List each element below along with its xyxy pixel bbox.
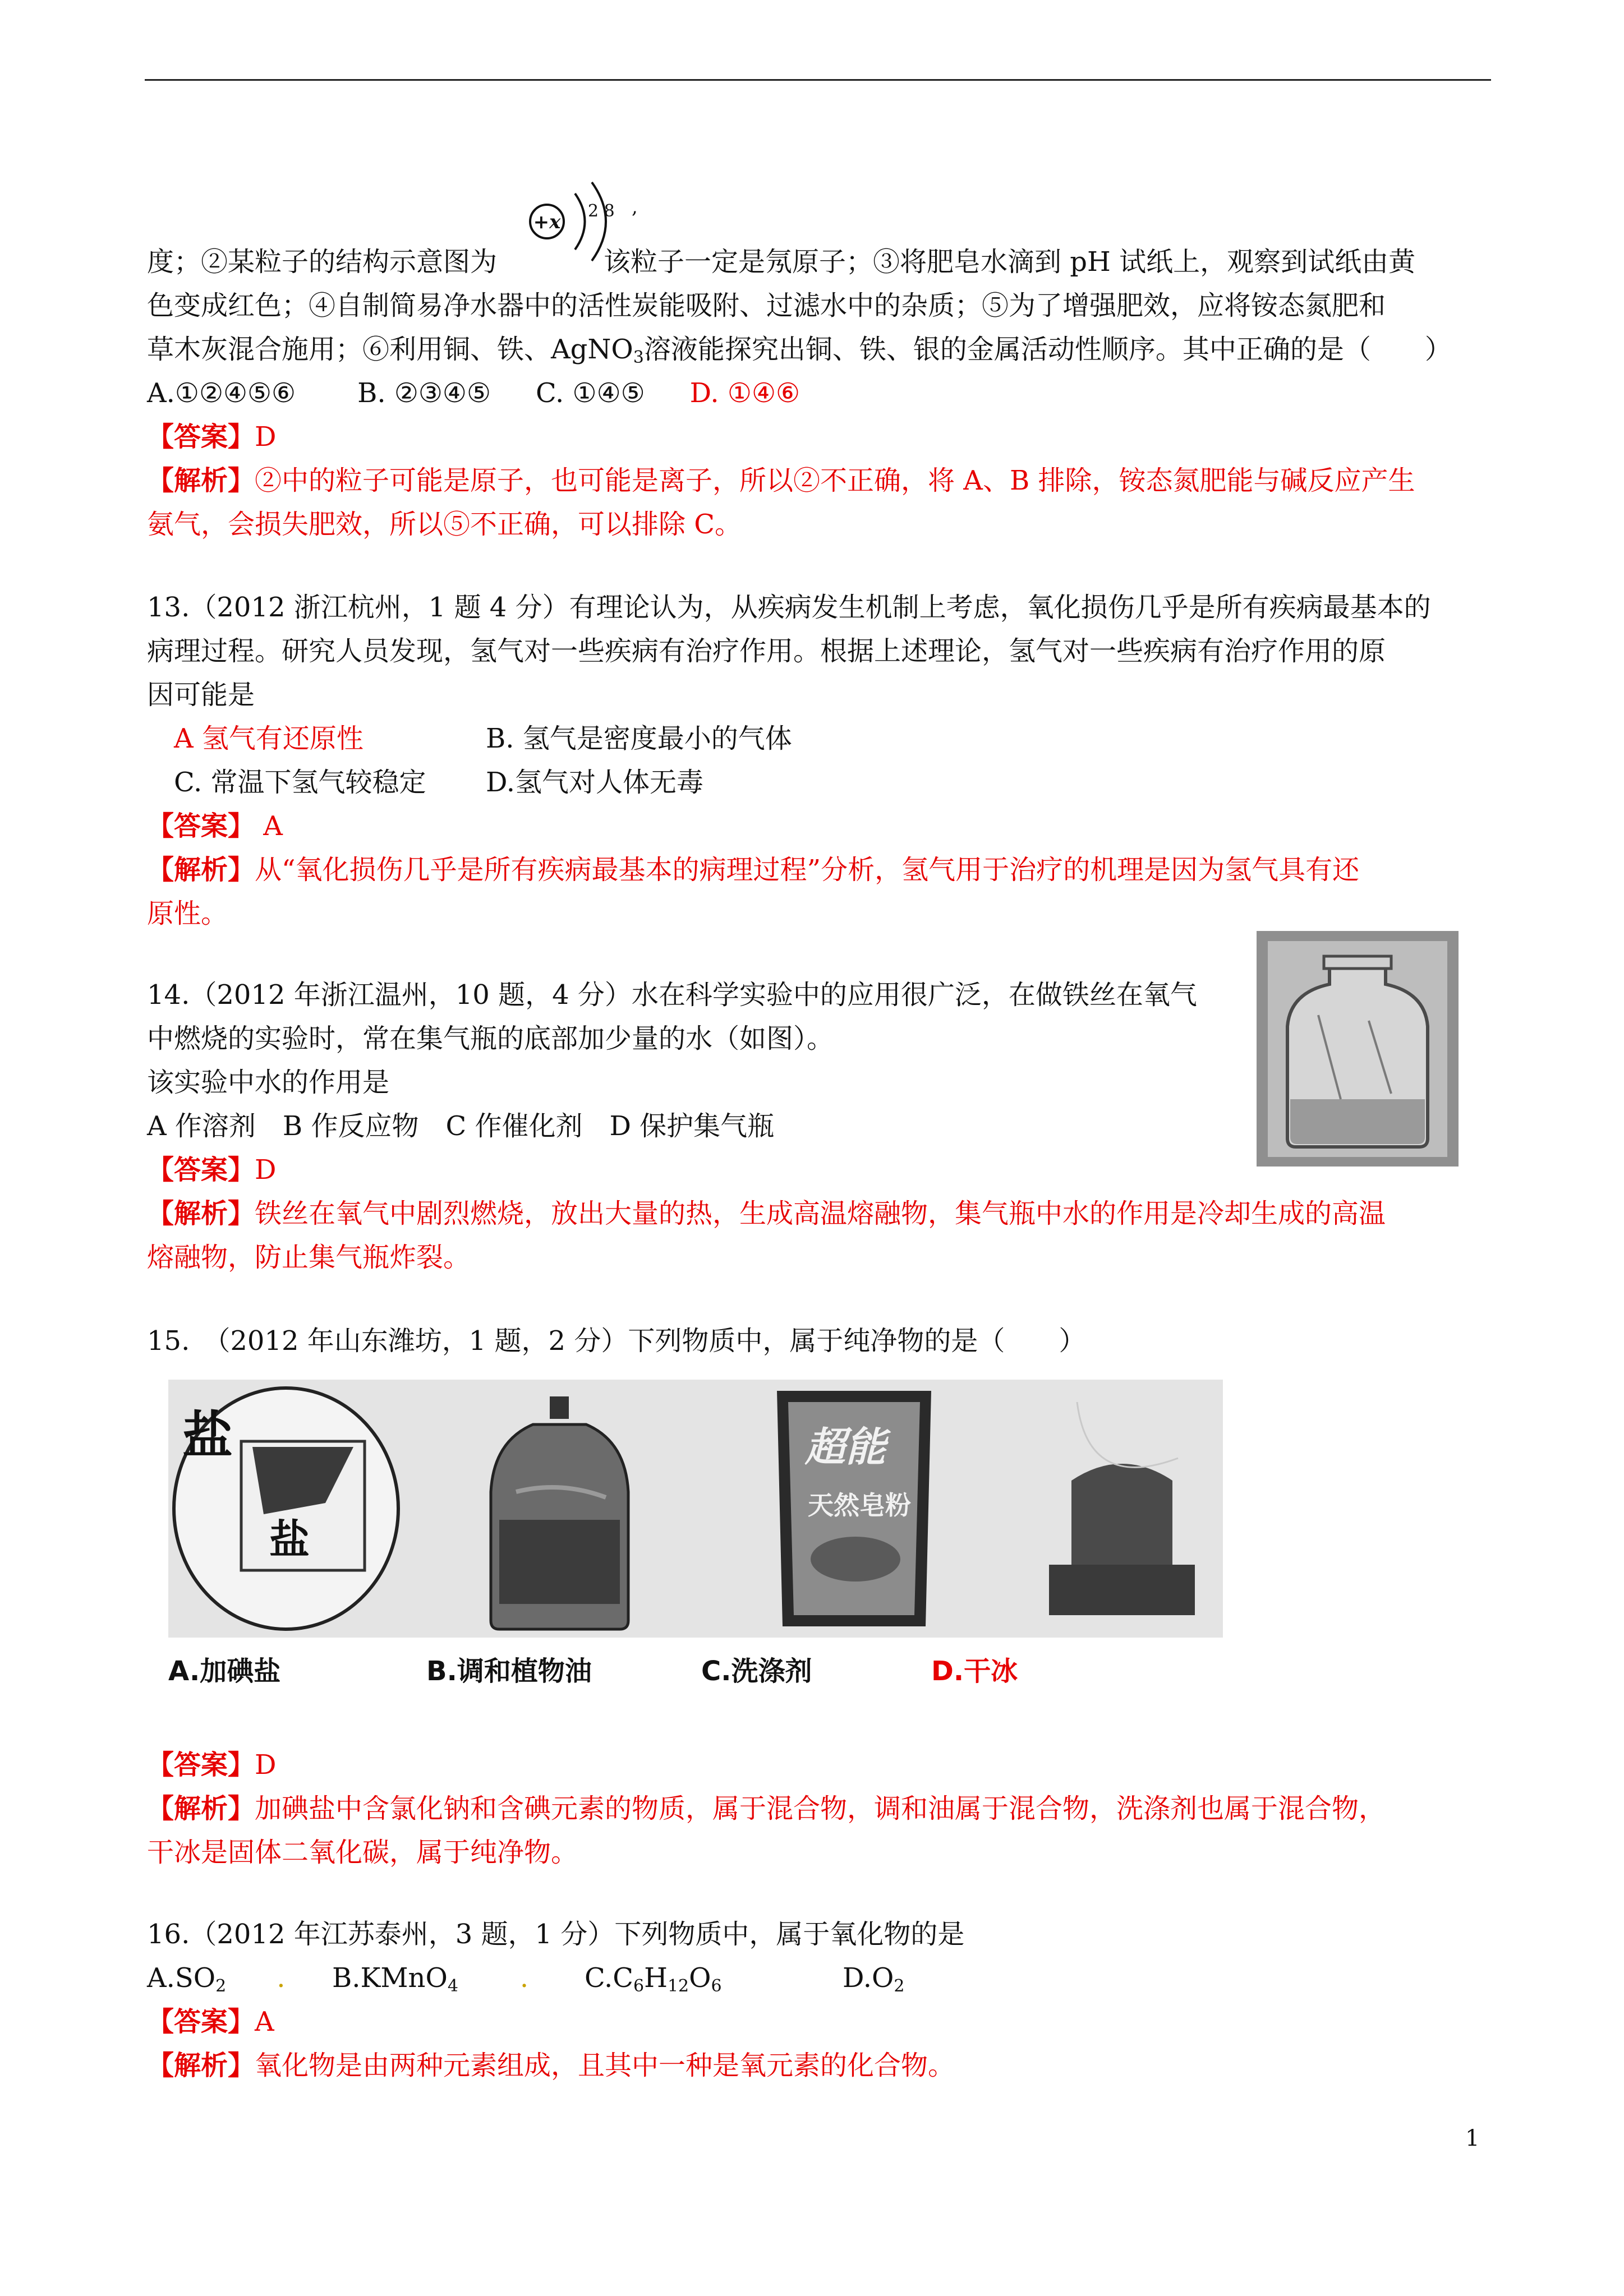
- q13-answer: [147, 804, 1493, 848]
- q12-line-1-post: 该粒子一定是氖原子；③将肥皂水滴到 pH 试纸上，观察到试纸由黄: [604, 246, 1416, 278]
- q15-answer-value: D: [255, 1749, 277, 1781]
- q13-line-1: 13.（2012 浙江杭州，1 题 4 分）有理论认为，从疾病发生机制上考虑，氧化损伤几乎是所有疾病最基本的: [147, 592, 1431, 623]
- salt-label-2: 盐: [269, 1516, 310, 1563]
- nucleus-label: +x: [533, 211, 561, 233]
- analysis-label: 【解析】: [147, 1793, 255, 1824]
- q13-options-2: [147, 760, 1493, 804]
- q14-analysis-2: 熔融物，防止集气瓶炸裂。: [147, 1242, 471, 1273]
- q12-line-3-post: 溶液能探究出铜、铁、银的金属活动性顺序。其中正确的是（ ）: [643, 334, 1452, 365]
- answer-label: 【答案】: [147, 2006, 255, 2037]
- product-images: [168, 1380, 1223, 1638]
- q14-analysis-1: [147, 1192, 1493, 1235]
- question-15: [147, 1319, 1493, 1363]
- q16-option-b: B.KMnO$_4$ .: [332, 1962, 529, 1996]
- page-number: 1: [1465, 2126, 1480, 2151]
- question-16: [147, 1912, 1493, 2087]
- q13-line-3: 因可能是: [147, 679, 255, 711]
- salt-image: [174, 1388, 398, 1629]
- q16-line-1: 16.（2012 年江苏泰州，3 题，1 分）下列物质中，属于氧化物的是: [147, 1919, 965, 1950]
- q16-analysis-text-1: 氧化物是由两种元素组成，且其中一种是氧元素的化合物。: [255, 2050, 955, 2081]
- q14-line-3: 该实验中水的作用是: [147, 1067, 390, 1098]
- answer-label: 【答案】: [147, 1749, 255, 1781]
- question-13: [147, 585, 1493, 935]
- q12-option-c: C. ①④⑤: [536, 377, 645, 409]
- q14-answer-value: D: [255, 1154, 277, 1186]
- analysis-label: 【解析】: [147, 854, 255, 886]
- answer-label: 【答案】: [147, 421, 255, 453]
- caption-d: D.干冰: [931, 1656, 1018, 1687]
- q15-answer: [147, 1743, 1493, 1787]
- shell-electrons: 2 8: [588, 201, 615, 221]
- q12-line-3-sub: 3: [633, 348, 644, 367]
- q12-analysis-text-1: ②中的粒子可能是原子，也可能是离子，所以②不正确，将 A、B 排除，铵态氮肥能与碱反应产生: [255, 465, 1415, 496]
- q12-line-3-pre: 草木灰混合施用；⑥利用铜、铁、AgNO: [147, 334, 633, 365]
- caption-b: B.调和植物油: [426, 1656, 592, 1687]
- q13-option-c: C. 常温下氢气较稳定: [174, 767, 426, 798]
- caption-c: C.洗涤剂: [701, 1656, 812, 1687]
- q14-answer: [147, 1148, 1493, 1192]
- detergent-product: 天然皂粉: [808, 1490, 911, 1520]
- q15-analysis-text-1: 加碘盐中含氯化钠和含碘元素的物质，属于混合物，调和油属于混合物，洗涤剂也属于混合物，: [255, 1793, 1386, 1824]
- detergent-brand: 超能: [805, 1423, 886, 1470]
- q14-options: A 作溶剂 B 作反应物 C 作催化剂 D 保护集气瓶: [147, 1110, 775, 1142]
- answer-label: 【答案】: [147, 1154, 255, 1186]
- analysis-label: 【解析】: [147, 1198, 255, 1229]
- q12-option-a: A.①②④⑤⑥: [147, 377, 296, 409]
- q13-analysis-1: [147, 848, 1493, 892]
- detergent-image: [777, 1391, 931, 1626]
- caption-a: A.加碘盐: [168, 1656, 281, 1687]
- q12-option-b: B. ②③④⑤: [357, 377, 491, 409]
- q12-option-d: D. ①④⑥: [689, 377, 801, 409]
- q12-line-3: [147, 328, 1493, 371]
- q12-analysis-1: [147, 459, 1493, 502]
- q13-options-1: [147, 717, 1493, 760]
- question-12: [147, 240, 1493, 546]
- q16-option-c: $C.C_6H_{12}O_6$: [585, 1962, 722, 1996]
- q13-option-b: B. 氢气是密度最小的气体: [486, 723, 792, 754]
- salt-label-1: 盐: [182, 1406, 233, 1465]
- q12-answer: [147, 415, 1493, 459]
- q12-line-1-pre: 度；②某粒子的结构示意图为: [147, 246, 498, 278]
- q13-analysis-text-1: 从“氧化损伤几乎是所有疾病最基本的病理过程”分析，氢气用于治疗的机理是因为氢气具有还: [255, 854, 1360, 886]
- question-14: [147, 973, 1493, 1279]
- jar-mouth: [1324, 956, 1391, 969]
- analysis-label: 【解析】: [147, 2050, 255, 2081]
- q13-line-2: 病理过程。研究人员发现，氢气对一些疾病有治疗作用。根据上述理论，氢气对一些疾病有治疗作用的原: [147, 635, 1386, 667]
- shell-comma: ,: [632, 196, 638, 218]
- q15-analysis-1: [147, 1787, 1493, 1831]
- q14-analysis-text-1: 铁丝在氧气中剧烈燃烧，放出大量的热，生成高温熔融物，集气瓶中水的作用是冷却生成的高温: [255, 1198, 1386, 1229]
- answer-label: 【答案】: [147, 810, 255, 842]
- q16-option-a: $A.SO_2$ .: [147, 1962, 286, 1996]
- q15-captions: [168, 1649, 1122, 1694]
- q16-answer-value: A: [255, 2006, 274, 2037]
- header-rule: [145, 79, 1491, 81]
- q16-analysis-1: [147, 2044, 1493, 2087]
- q13-answer-value: A: [255, 810, 283, 842]
- q14-line-2: 中燃烧的实验时，常在集气瓶的底部加少量的水（如图）。: [147, 1023, 834, 1054]
- analysis-label: 【解析】: [147, 465, 255, 496]
- q12-answer-value: D: [255, 421, 277, 453]
- q15-analysis-2: 干冰是固体二氧化碳，属于纯净物。: [147, 1837, 578, 1868]
- q13-option-d: D.氢气对人体无毒: [486, 767, 704, 798]
- q13-analysis-2: 原性。: [147, 898, 228, 929]
- q12-analysis-2: 氨气，会损失肥效，所以⑤不正确，可以排除 C。: [147, 509, 742, 540]
- question-15-answer: [147, 1743, 1493, 1874]
- q13-option-a: A 氢气有还原性: [174, 723, 364, 754]
- q16-options: [147, 1956, 1493, 2000]
- q14-line-1: 14.（2012 年浙江温州，10 题，4 分）水在科学实验中的应用很广泛，在做铁丝在氧气: [147, 979, 1197, 1011]
- q12-line-2: 色变成红色；④自制简易净水器中的活性炭能吸附、过滤水中的杂质；⑤为了增强肥效，应将铵态氮肥和: [147, 290, 1386, 321]
- q15-line-1: 15. （2012 年山东潍坊，1 题，2 分）下列物质中，属于纯净物的是（ ）: [147, 1325, 1086, 1357]
- q12-options: [147, 371, 1493, 415]
- q12-line-1: [147, 240, 1493, 284]
- q16-option-d: $D.O_2$: [843, 1962, 905, 1996]
- q16-answer: [147, 2000, 1493, 2044]
